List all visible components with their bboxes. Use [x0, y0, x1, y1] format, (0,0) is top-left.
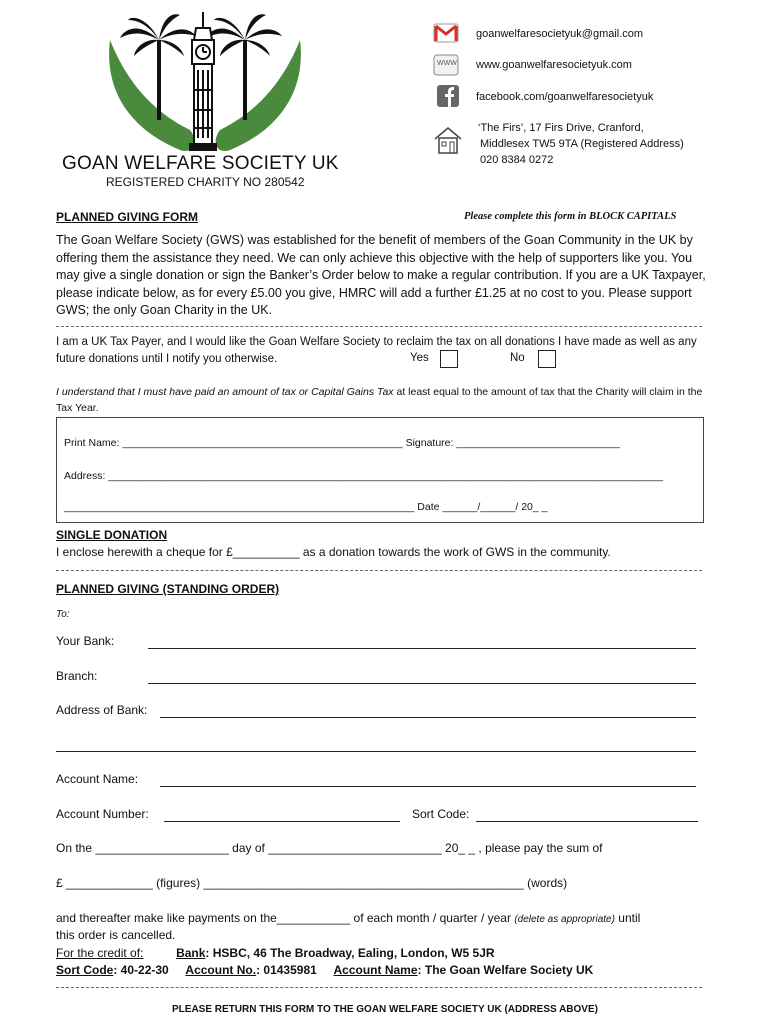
your-bank-input[interactable]	[148, 648, 696, 649]
branch-input[interactable]	[148, 683, 696, 684]
yes-checkbox[interactable]	[440, 350, 458, 368]
society-logo	[100, 10, 310, 162]
account-name-label: Account Name:	[56, 772, 139, 786]
standing-order-title: PLANNED GIVING (STANDING ORDER)	[56, 582, 280, 596]
your-bank-label: Your Bank:	[56, 634, 115, 648]
right-hand-leaf	[216, 40, 301, 151]
tax-notice-italic: I understand that I must have paid an amount of tax or Capital Gains Tax	[56, 386, 394, 398]
address-field[interactable]: Address: _______________________________________________________________________________________________	[64, 470, 664, 482]
bank-label: Bank	[176, 946, 206, 960]
block-capitals-instruction: Please complete this form in BLOCK CAPITALS	[464, 211, 677, 222]
delete-note: (delete as appropriate)	[514, 914, 615, 925]
return-instruction: PLEASE RETURN THIS FORM TO THE GOAN WELFARE SOCIETY UK (ADDRESS ABOVE)	[172, 1004, 598, 1015]
single-donation-title: SINGLE DONATION	[56, 528, 168, 542]
frequency-line[interactable]	[56, 911, 640, 925]
address-date-field[interactable]: ____________________________________________________________ Date ______/______/ 20_ _	[64, 501, 548, 513]
no-checkbox[interactable]	[538, 350, 556, 368]
single-donation-text[interactable]: I enclose herewith a cheque for £__________ as a donation towards the work of GWS in the community.	[56, 545, 611, 559]
account-number-label: Account Number:	[56, 807, 149, 821]
account-no-value: : 01435981	[256, 963, 317, 977]
address-line-1: ‘The Firs’, 17 Firs Drive, Cranford,	[478, 122, 644, 134]
to-label: To:	[56, 609, 70, 620]
account-name-value: : The Goan Welfare Society UK	[417, 963, 594, 977]
facebook-icon	[436, 85, 462, 107]
amount-line[interactable]: £ _____________ (figures) ________________________________________________ (words)	[56, 876, 568, 890]
website-link[interactable]: www.goanwelfaresocietyuk.com	[476, 59, 632, 71]
gmail-icon	[433, 22, 459, 44]
address-line-2: Middlesex TW5 9TA (Registered Address)	[480, 138, 684, 150]
house-icon	[432, 125, 464, 155]
branch-label: Branch:	[56, 669, 98, 683]
bank-address-input-2[interactable]	[56, 751, 696, 752]
tax-notice-rest: at least equal to the amount of tax that the Charity will claim in the Tax Year.	[56, 386, 703, 414]
sort-code-detail-label: Sort Code	[56, 963, 114, 977]
form-title: PLANNED GIVING FORM	[56, 210, 199, 224]
yes-label: Yes	[410, 352, 429, 364]
sort-code-value: : 40-22-30	[113, 963, 169, 977]
until-text: until	[618, 911, 641, 925]
org-name: GOAN WELFARE SOCIETY UK	[62, 153, 339, 174]
account-details-line	[56, 963, 593, 977]
left-hand-leaf	[109, 40, 194, 151]
registration-number: REGISTERED CHARITY NO 280542	[106, 175, 305, 189]
cancelled-text: this order is cancelled.	[56, 928, 176, 942]
bank-value: : HSBC, 46 The Broadway, Ealing, London, W5 5JR	[205, 946, 495, 960]
divider	[56, 570, 702, 571]
divider	[56, 326, 702, 327]
bank-address-input-1[interactable]	[160, 717, 696, 718]
payment-date-line[interactable]: On the ____________________ day of __________________________ 20_ _ , please pay the sum of	[56, 841, 603, 855]
address-of-bank-label: Address of Bank:	[56, 703, 148, 717]
gift-aid-statement: I am a UK Tax Payer, and I would like the Goan Welfare Society to reclaim the tax on all donations I have made as well as any future donations until I notify you otherwise.	[56, 336, 697, 365]
sort-code-input[interactable]	[476, 821, 698, 822]
intro-paragraph: The Goan Welfare Society (GWS) was established for the benefit of members of the Goan Community in the UK by offering them the assistance they need. We can only achieve this objective with the help of supporters like you. You may give a single donation or sign the Banker’s Order below to make a regular contribution. If you are a UK Taxpayer, please indicate below, as for every £5.00 you give, HMRC will add a further £1.25 at no cost to you. Please support GWS; the only Goan Charity in the UK.	[56, 233, 706, 317]
divider	[56, 987, 702, 988]
credit-line	[56, 946, 495, 960]
frequency-text: and thereafter make like payments on the___________ of each month / quarter / year	[56, 911, 511, 925]
email-link[interactable]: goanwelfaresocietyuk@gmail.com	[476, 28, 644, 40]
print-name-signature-field[interactable]: Print Name: ________________________________________________ Signature: ____________________________	[64, 437, 620, 449]
www-icon-label: WWW	[437, 60, 457, 67]
facebook-link[interactable]: facebook.com/goanwelfaresocietyuk	[476, 91, 654, 103]
account-name-input[interactable]	[160, 786, 696, 787]
no-label: No	[510, 352, 525, 364]
tax-notice	[56, 384, 706, 416]
credit-label: For the credit of:	[56, 946, 144, 960]
phone-number: 020 8384 0272	[480, 154, 554, 166]
sort-code-label: Sort Code:	[412, 807, 470, 821]
account-no-label: Account No.	[185, 963, 257, 977]
account-number-input[interactable]	[164, 821, 400, 822]
account-name-detail-label: Account Name	[333, 963, 418, 977]
